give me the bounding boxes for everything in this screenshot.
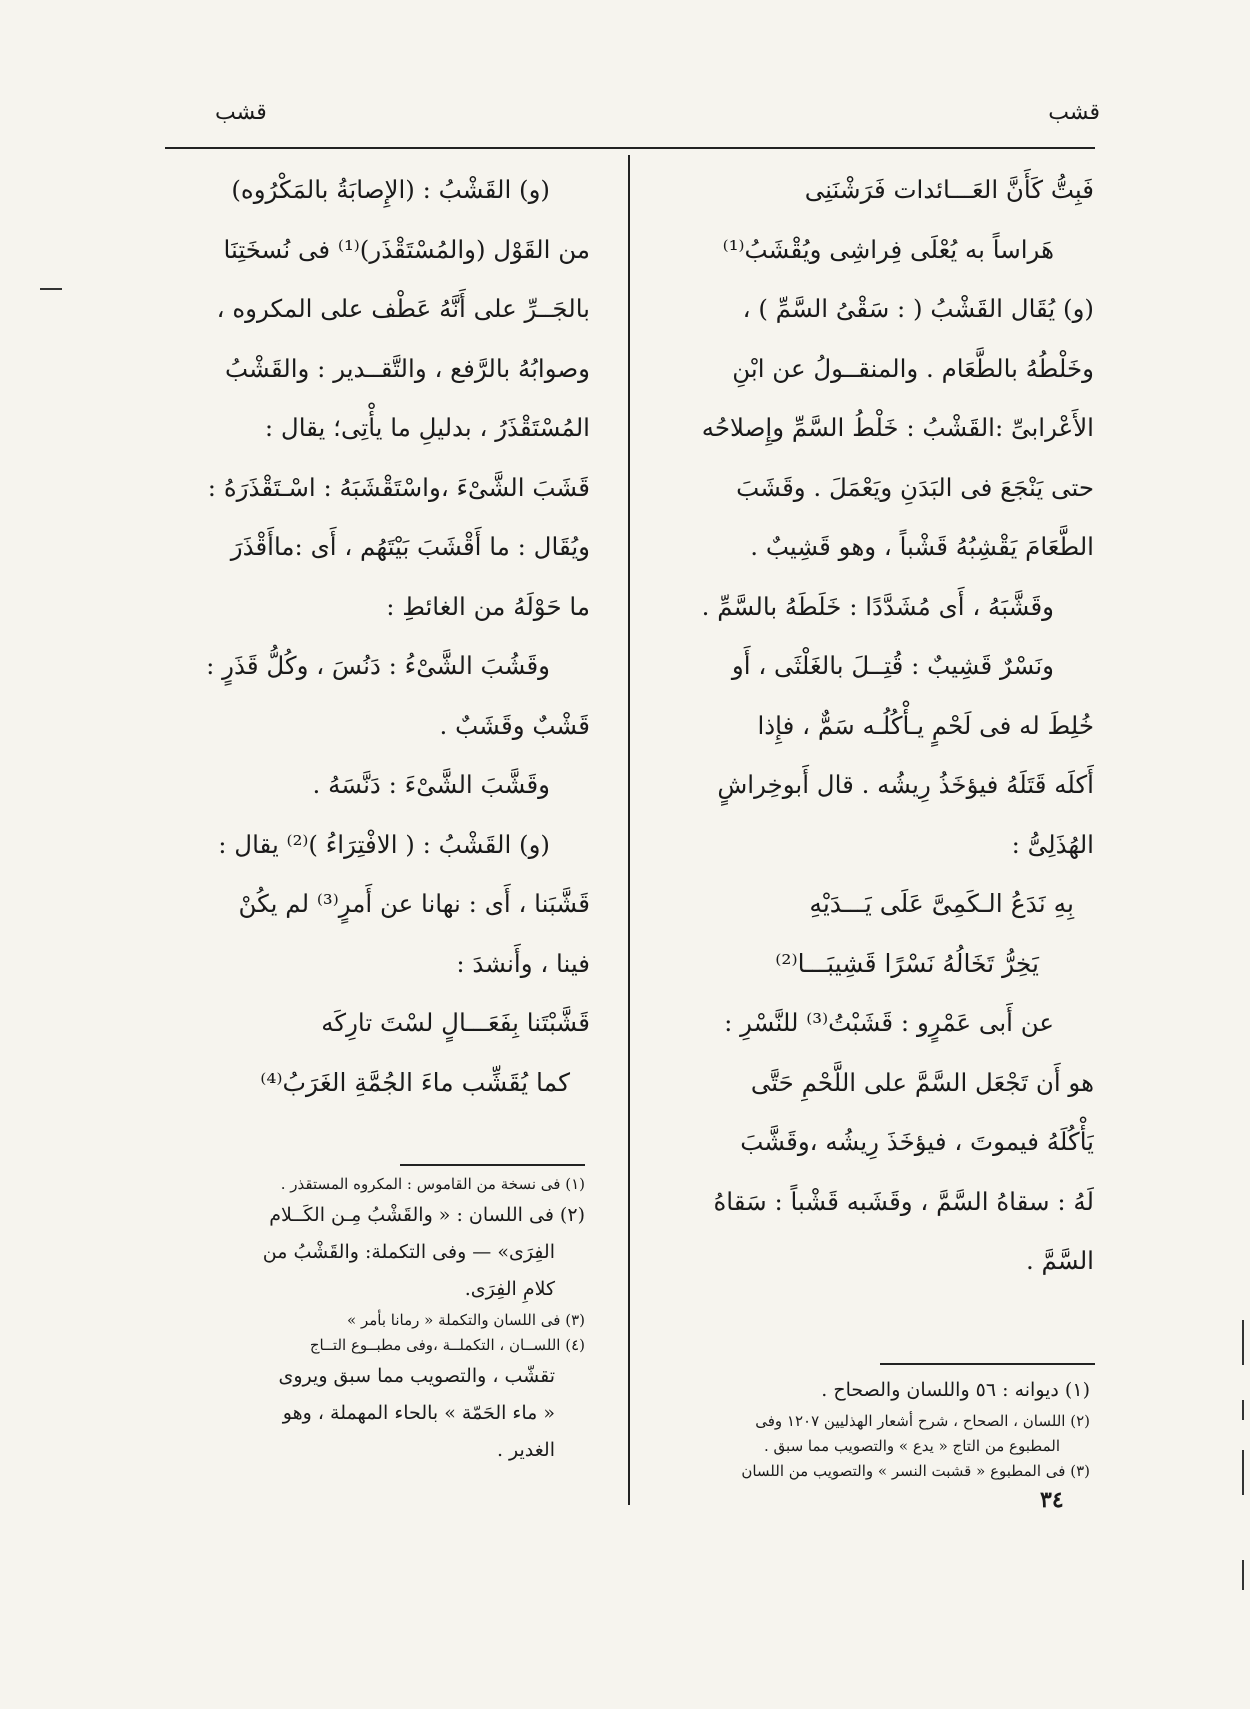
margin-edge-mark bbox=[1242, 1560, 1244, 1590]
footnote: (٢) فى اللسان : « والقَشْبُ مِـن الكَــلام bbox=[269, 1204, 585, 1226]
text-line: الهُذَلِىُّ : bbox=[1011, 829, 1094, 859]
footnote: الغدير . bbox=[496, 1439, 555, 1461]
verse-line: بِهِ نَدَعُ الـكَمِىَّ عَلَى يَـــدَيْهِ bbox=[809, 889, 1074, 918]
margin-edge-mark bbox=[1242, 1450, 1244, 1495]
text-line: لَهُ : سقاهُ السَّمَّ ، وقَشَبه قَشْباً : سَقاهُ bbox=[713, 1186, 1094, 1216]
text-line: هو أَن تَجْعَل السَّمَّ على اللَّحْمِ حَتَّى bbox=[750, 1067, 1094, 1097]
text-line: أَكلَه قَتَلَهُ فيؤخَذُ رِيشُه . قال أَبوخِراشٍ bbox=[717, 770, 1094, 799]
header-left-word: قشب bbox=[215, 100, 267, 125]
verse-line: كما يُقَشِّب ماءَ الجُمَّةِ الغَرَبُ⁽⁴⁾ bbox=[260, 1067, 570, 1097]
text-line: وصوابُهُ بالرَّفع ، والتَّقــدير : والقَشْبُ bbox=[224, 353, 590, 383]
text-line: ما حَوْلَهُ من الغائطِ : bbox=[386, 591, 590, 621]
margin-edge-mark bbox=[1242, 1400, 1244, 1420]
text-line: ويُقَال : ما أَقْشَبَ بَيْتَهُم ، أَى :ماأَقْذَرَ bbox=[230, 532, 590, 561]
footnote: (١) ديوانه : ٥٦ واللسان والصحاح . bbox=[821, 1379, 1090, 1401]
text-line: الطَّعَامَ يَقْشِبُهُ قَشْباً ، وهو قَشِيبٌ . bbox=[750, 532, 1094, 561]
footnote: (٣) فى اللسان والتكملة « رمانا بأمر » bbox=[347, 1311, 585, 1329]
text-line: (و) يُقَال القَشْبُ ( : سَقْىُ السَّمِّ ) ، bbox=[742, 294, 1094, 323]
column-divider bbox=[628, 155, 630, 1505]
footnote-rule-left bbox=[400, 1164, 585, 1166]
text-line: قَشَبَ الشَّىْءَ ،واسْتَقْشَبَهُ : اسْـتَقْذَرَهُ : bbox=[207, 472, 590, 502]
footnote: الفِرَى» — وفى التكملة: والقَشْبُ من bbox=[262, 1241, 555, 1263]
text-line: وقَشَّبَهُ ، أَى مُشَدَّدًا : خَلَطَهُ بالسَّمِّ . bbox=[701, 591, 1054, 621]
text-line: المُسْتَقْذَرُ ، بدليلِ ما يأْتِى؛ يقال : bbox=[264, 413, 590, 442]
text-line: وخَلْطُهُ بالطَّعَام . والمنقــولُ عن ابْنِ bbox=[732, 353, 1094, 383]
footnote-rule-right bbox=[880, 1363, 1095, 1365]
right-footnotes bbox=[660, 1372, 1090, 1484]
text-line: بالجَــرِّ على أَنَّهُ عَطْف على المكروه ، bbox=[216, 294, 590, 323]
footnote: المطبوع من التاج « يدع » والتصويب مما سبق . bbox=[764, 1437, 1060, 1455]
page-number: ٣٤ bbox=[1040, 1487, 1064, 1513]
text-line: عن أَبى عَمْرٍو : قَشَبْتُ⁽³⁾ للنَّسْرِ : bbox=[724, 1008, 1054, 1037]
text-line: (و) القَشْبُ : (الإِصابَةُ بالمَكْرُوه) bbox=[231, 175, 550, 204]
footnote: تقشّب ، والتصويب مما سبق ويروى bbox=[278, 1365, 555, 1387]
text-line: يَأْكُلَهُ فيموتَ ، فيؤخَذَ رِيشُه ،وقَشَّبَ bbox=[740, 1127, 1094, 1156]
text-line: فَبِتُّ كَأَنَّ العَـــائدات فَرَشْنَنِى bbox=[804, 175, 1094, 204]
margin-dash-mark bbox=[40, 288, 62, 290]
text-line: وقَشَّبَ الشَّىْءَ : دَنَّسَهُ . bbox=[312, 770, 550, 799]
text-line: الأَعْرابىِّ :القَشْبُ : خَلْطُ السَّمِّ وإِصلاحُه bbox=[701, 413, 1094, 442]
text-line: حتى يَنْجَعَ فى البَدَنِ ويَعْمَلَ . وقَشَبَ bbox=[736, 472, 1094, 502]
text-line: من القَوْل (والمُسْتَقْذَر)⁽¹⁾ فى نُسخَتِنَا bbox=[223, 234, 590, 264]
text-line: ونَسْرٌ قَشِيبٌ : قُتِــلَ بالغَلْثَى ، أَو bbox=[731, 651, 1054, 680]
text-line: السَّمَّ . bbox=[1025, 1246, 1094, 1275]
right-column bbox=[652, 160, 1094, 1291]
footnote: (٣) فى المطبوع « قشبت النسر » والتصويب من اللسان bbox=[741, 1462, 1090, 1480]
text-line: هَراساً به يُعْلَى فِراشِى ويُقْشَبُ⁽¹⁾ bbox=[722, 234, 1054, 264]
verse-line: يَخِرُّ تَخَالُهُ نَسْرًا قَشِيبَـــا⁽²⁾ bbox=[775, 948, 1039, 978]
text-line: خُلِطَ له فى لَحْمٍ يـأْكُلُـه سَمٌّ ، فإِذا bbox=[757, 710, 1094, 740]
left-column bbox=[160, 160, 590, 1112]
footnote: (١) فى نسخة من القاموس : المكروه المستقذر . bbox=[280, 1175, 585, 1193]
header-right-word: قشب bbox=[1048, 100, 1100, 125]
text-line: قَشْبٌ وقَشَبٌ . bbox=[439, 710, 590, 740]
text-line: فينا ، وأَنشدَ : bbox=[456, 948, 590, 978]
verse-line: قَشَّبْتَنا بِفَعَـــالٍ لسْتَ تارِكَه bbox=[321, 1008, 590, 1037]
footnote: « ماء الحَمّة » بالحاء المهملة ، وهو bbox=[282, 1402, 555, 1424]
footnote: (٢) اللسان ، الصحاح ، شرح أشعار الهذليين ١٢٠٧ وفى bbox=[755, 1412, 1090, 1430]
footnote: كلامِ الفِرَى. bbox=[464, 1278, 555, 1300]
text-line: وقَشُبَ الشَّىْءُ : دَنُسَ ، وكُلُّ قَذَرٍ : bbox=[206, 651, 550, 680]
left-footnotes bbox=[165, 1172, 585, 1469]
text-line: (و) القَشْبُ : ( الافْتِرَاءُ )⁽²⁾ يقال : bbox=[218, 829, 550, 859]
margin-edge-mark bbox=[1242, 1320, 1244, 1365]
text-line: قَشَّبَنا ، أَى : نهانا عن أَمرٍ⁽³⁾ لم يكُنْ bbox=[238, 889, 590, 918]
footnote: (٤) اللســان ، التكملــة ،وفى مطبــوع التــاج bbox=[309, 1336, 585, 1354]
header-rule bbox=[165, 147, 1095, 149]
